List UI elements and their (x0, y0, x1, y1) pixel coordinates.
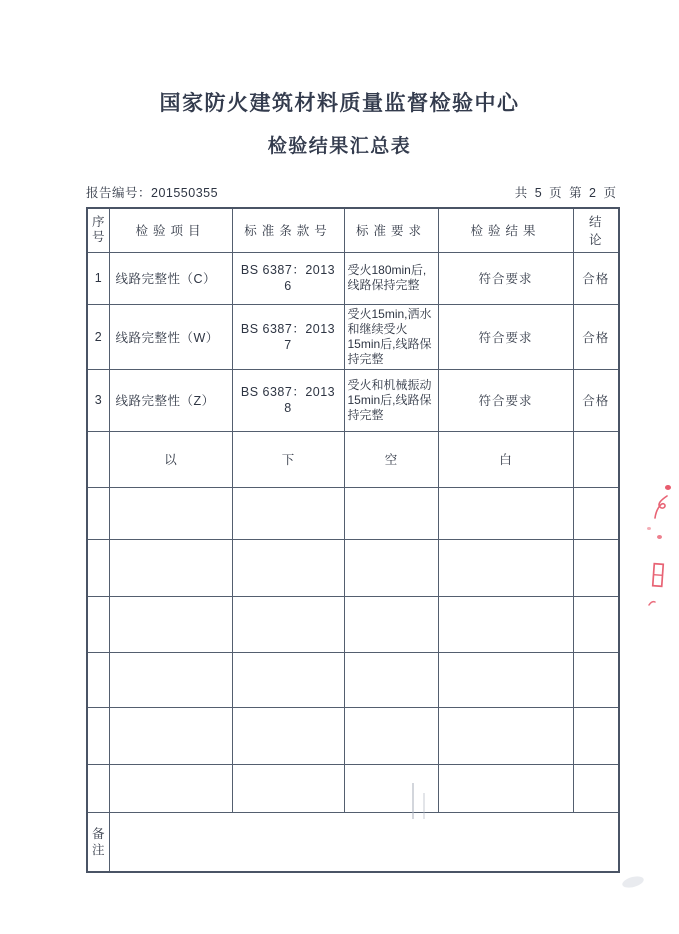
empty-cell (344, 539, 438, 596)
empty-row (87, 764, 619, 812)
clause-line1: BS 6387：2013 (240, 263, 336, 277)
empty-row (87, 487, 619, 539)
empty-cell (109, 487, 232, 539)
empty-cell (573, 487, 619, 539)
cell-result: 符合要求 (438, 252, 573, 304)
empty-cell (232, 764, 344, 812)
empty-cell (109, 596, 232, 652)
cell-item: 线路完整性（W） (109, 304, 232, 369)
empty-cell (344, 596, 438, 652)
empty-cell (573, 764, 619, 812)
empty-row (87, 707, 619, 764)
clause-line2: 6 (284, 279, 292, 293)
empty-cell (438, 707, 573, 764)
empty-cell (573, 707, 619, 764)
empty-cell (87, 652, 109, 707)
empty-cell (344, 652, 438, 707)
empty-cell (573, 539, 619, 596)
remark-label-cell: 备注 (87, 812, 109, 872)
cell-requirement: 受火180min后,线路保持完整 (344, 252, 438, 304)
empty-cell (87, 596, 109, 652)
clause-line2: 7 (284, 337, 292, 352)
cell-requirement: 受火和机械振动15min后,线路保持完整 (344, 369, 438, 431)
summary-table-title: 检验结果汇总表 (267, 136, 412, 157)
empty-cell (109, 707, 232, 764)
cell-conclusion: 合格 (573, 252, 619, 304)
empty-cell (573, 652, 619, 707)
cell-seq: 2 (87, 304, 109, 369)
filler-char-cell: 以 (109, 431, 232, 487)
cell-result: 符合要求 (438, 304, 573, 369)
clause-line1: BS 6387：2013 (240, 385, 336, 399)
cell-clause (232, 369, 344, 431)
col-header-seq: 序号 (87, 208, 109, 252)
scan-smudge (621, 874, 645, 889)
report-number: 报告编号：201550355 (86, 186, 219, 200)
red-ink-scribble (653, 494, 671, 522)
empty-cell (87, 539, 109, 596)
empty-cell (438, 539, 573, 596)
cell-conclusion: 合格 (573, 304, 619, 369)
cell-item: 线路完整性（C） (109, 252, 232, 304)
table-row (87, 252, 619, 304)
header-row (87, 208, 619, 252)
meta-row (86, 183, 618, 201)
table-row (87, 304, 619, 369)
empty-cell (109, 764, 232, 812)
clause-line1: BS 6387：2013 (240, 321, 336, 336)
empty-cell (232, 596, 344, 652)
blank-below-row (87, 431, 619, 487)
filler-char-cell: 空 (344, 431, 438, 487)
empty-row (87, 539, 619, 596)
results-summary-table (86, 207, 620, 873)
empty-row (87, 596, 619, 652)
empty-row (87, 652, 619, 707)
empty-cell (109, 652, 232, 707)
empty-cell (344, 707, 438, 764)
scan-smudge (412, 783, 414, 819)
empty-cell (573, 431, 619, 487)
empty-cell (87, 764, 109, 812)
center-title: 国家防火建筑材料质量监督检验中心 (159, 92, 520, 115)
empty-cell (109, 539, 232, 596)
red-ink-dot (657, 535, 662, 539)
cell-seq: 3 (87, 369, 109, 431)
cell-seq: 1 (87, 252, 109, 304)
col-header-requirement: 标准要求 (344, 208, 438, 252)
red-ink-dot (647, 527, 651, 530)
empty-cell (87, 487, 109, 539)
red-ink-dot (665, 485, 671, 490)
empty-cell (438, 764, 573, 812)
cell-requirement: 受火15min,洒水和继续受火15min后,线路保持完整 (344, 304, 438, 369)
filler-char-cell: 下 (232, 431, 344, 487)
empty-cell (344, 487, 438, 539)
red-ink-tick (648, 599, 656, 607)
remark-content-cell (109, 812, 619, 872)
cell-item: 线路完整性（Z） (109, 369, 232, 431)
empty-cell (232, 707, 344, 764)
cell-clause (232, 252, 344, 304)
empty-cell (573, 596, 619, 652)
col-header-conclusion: 结论 (573, 208, 619, 252)
empty-cell (438, 652, 573, 707)
scan-smudge (423, 793, 425, 819)
table-row (87, 369, 619, 431)
remark-row (87, 812, 619, 872)
empty-cell (232, 539, 344, 596)
clause-line2: 8 (284, 401, 292, 415)
cell-result: 符合要求 (438, 369, 573, 431)
red-ink-character-mark (651, 562, 666, 589)
cell-conclusion: 合格 (573, 369, 619, 431)
empty-cell (87, 707, 109, 764)
empty-cell (87, 431, 109, 487)
cell-clause (232, 304, 344, 369)
col-header-item: 检验项目 (109, 208, 232, 252)
empty-cell (232, 652, 344, 707)
filler-char-cell: 白 (438, 431, 573, 487)
empty-cell (438, 487, 573, 539)
col-header-clause: 标准条款号 (232, 208, 344, 252)
col-header-result: 检验结果 (438, 208, 573, 252)
empty-cell (438, 596, 573, 652)
empty-cell (232, 487, 344, 539)
page-counter: 共 5 页 第 2 页 (514, 186, 618, 200)
